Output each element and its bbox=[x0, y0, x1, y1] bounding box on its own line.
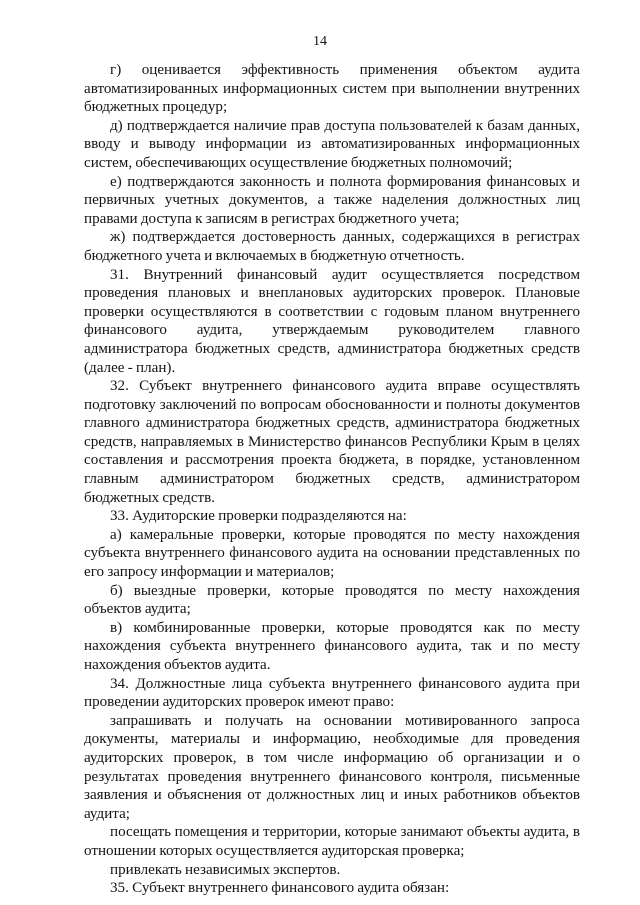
paragraph-31: 31. Внутренний финансовый аудит осуществляется посредством проведения плановых и внеплановых аудиторских проверок. Плановые проверки осуществляются в соответствии с годовым планом внутреннего финансового аудита, утверждаемым руководителем главного администратора бюджетных средств, администратора бюджетных средств (далее - план). bbox=[84, 266, 580, 376]
paragraph-34: 34. Должностные лица субъекта внутреннего финансового аудита при проведении аудиторских проверок имеют право: bbox=[84, 675, 580, 711]
paragraph-33-a: а) камеральные проверки, которые проводятся по месту нахождения субъекта внутреннего финансового аудита на основании представленных по его запросу информации и материалов; bbox=[84, 526, 580, 581]
paragraph-33-v: в) комбинированные проверки, которые проводятся как по месту нахождения субъекта внутреннего финансового аудита, так и по месту нахождения объектов аудита. bbox=[84, 619, 580, 673]
document-body bbox=[84, 61, 580, 898]
page-number: 14 bbox=[313, 34, 327, 49]
paragraph-33-b: б) выездные проверки, которые проводятся по месту нахождения объектов аудита; bbox=[84, 582, 580, 618]
paragraph-35: 35. Субъект внутреннего финансового аудита обязан: bbox=[110, 880, 450, 897]
paragraph-32: 32. Субъект внутреннего финансового аудита вправе осуществлять подготовку заключений по вопросам обоснованности и полноты документов главного администратора бюджетных средств, администратора бюджетных средств, направляемых в Министерство финансов Республики Крым в целях составления и рассмотрения проекта бюджета, в порядке, установленном главным администратором бюджетных средств, администратором бюджетных средств. bbox=[84, 378, 580, 506]
paragraph-zh-reliability: ж) подтверждается достоверность данных, содержащихся в регистрах бюджетного учета и включаемых в бюджетную отчетность. bbox=[84, 229, 580, 264]
paragraph-d-access-rights: д) подтверждается наличие прав доступа пользователей к базам данных, вводу и выводу информации из автоматизированных информационных систем, обеспечивающих осуществление бюджетных полномочий; bbox=[84, 117, 580, 171]
paragraph-34-experts: привлекать независимых экспертов. bbox=[110, 861, 341, 878]
paragraph-34-visit: посещать помещения и территории, которые занимают объекты аудита, в отношении которых осуществляется аудиторская проверка; bbox=[84, 824, 580, 859]
paragraph-e-legality: е) подтверждаются законность и полнота формирования финансовых и первичных учетных документов, а также наделения должностных лиц правами доступа к записям в регистрах бюджетного учета; bbox=[84, 173, 580, 227]
paragraph-g-efficiency: г) оценивается эффективность применения объектом аудита автоматизированных информационных систем при выполнении внутренних бюджетных процедур; bbox=[84, 62, 580, 116]
paragraph-34-request: запрашивать и получать на основании мотивированного запроса документы, материалы и информацию, необходимые для проведения аудиторских проверок, в том числе информацию об организации и о результатах проведения внутреннего финансового контроля, письменные заявления и объяснения от должностных лиц и иных работников объектов аудита; bbox=[84, 712, 580, 822]
paragraph-33: 33. Аудиторские проверки подразделяются на: bbox=[110, 508, 407, 525]
